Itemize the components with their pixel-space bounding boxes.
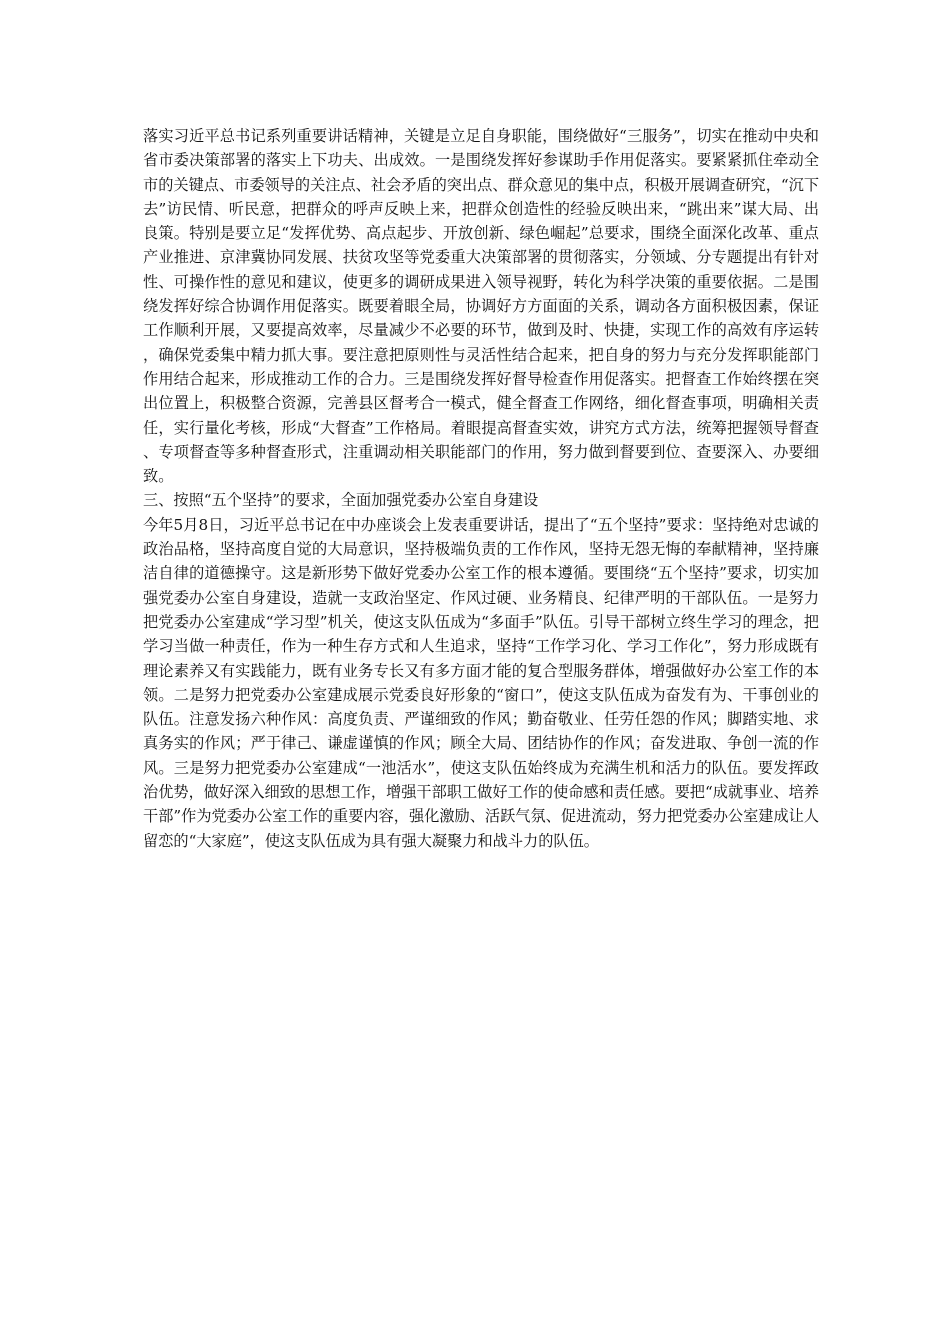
body-paragraph-1: 落实习近平总书记系列重要讲话精神，关键是立足自身职能，围绕做好“三服务”，切实在推动中央和省市委决策部署的落实上下功夫、出成效。一是围绕发挥好参谋助手作用促落实。要紧紧抓住牵动全市的关键点、市委领导的关注点、社会矛盾的突出点、群众意见的集中点，积极开展调查研究，“沉下去”访民情、听民意，把群众的呼声反映上来，把群众创造性的经验反映出来，“跳出来”谋大局、出良策。特别是要立足“发挥优势、高点起步、开放创新、绿色崛起”总要求，围绕全面深化改革、重点产业推进、京津冀协同发展、扶贫攻坚等党委重大决策部署的贯彻落实，分领域、分专题提出有针对性、可操作性的意见和建议，使更多的调研成果进入领导视野，转化为科学决策的重要依据。二是围绕发挥好综合协调作用促落实。既要着眼全局，协调好方方面面的关系，调动各方面积极因素，保证工作顺利开展，又要提高效率，尽量减少不必要的环节，做到及时、快捷，实现工作的高效有序运转，确保党委集中精力抓大事。要注意把原则性与灵活性结合起来，把自身的努力与充分发挥职能部门作用结合起来，形成推动工作的合力。三是围绕发挥好督导检查作用促落实。把督查工作始终摆在突出位置上，积极整合资源，完善县区督考合一模式，健全督查工作网络，细化督查事项，明确相关责任，实行量化考核，形成“大督查”工作格局。着眼提高督查实效，讲究方式方法，统筹把握领导督查、专项督查等多种督查形式，注重调动相关职能部门的作用，努力做到督要到位、查要深入、办要细致。	[143, 127, 820, 486]
document-body	[143, 124, 819, 853]
section-heading-3: 三、按照“五个坚持”的要求，全面加强党委办公室自身建设	[143, 491, 539, 510]
body-paragraph-2: 今年5月8日，习近平总书记在中办座谈会上发表重要讲话，提出了“五个坚持”要求：坚持绝对忠诚的政治品格，坚持高度自觉的大局意识，坚持极端负责的工作作风，坚持无怨无悔的奉献精神，坚持廉洁自律的道德操守。这是新形势下做好党委办公室工作的根本遵循。要围绕“五个坚持”要求，切实加强党委办公室自身建设，造就一支政治坚定、作风过硬、业务精良、纪律严明的干部队伍。一是努力把党委办公室建成“学习型”机关，使这支队伍成为“多面手”队伍。引导干部树立终生学习的理念，把学习当做一种责任，作为一种生存方式和人生追求，坚持“工作学习化、学习工作化”，努力形成既有理论素养又有实践能力，既有业务专长又有多方面才能的复合型服务群体，增强做好办公室工作的本领。二是努力把党委办公室建成展示党委良好形象的“窗口”，使这支队伍成为奋发有为、干事创业的队伍。注意发扬六种作风：高度负责、严谨细致的作风；勤奋敬业、任劳任怨的作风；脚踏实地、求真务实的作风；严于律己、谦虚谨慎的作风；顾全大局、团结协作的作风；奋发进取、争创一流的作风。三是努力把党委办公室建成“一池活水”，使这支队伍始终成为充满生机和活力的队伍。要发挥政治优势，做好深入细致的思想工作，增强干部职工做好工作的使命感和责任感。要把“成就事业、培养干部”作为党委办公室工作的重要内容，强化激励、活跃气氛、促进流动，努力把党委办公室建成让人留恋的“大家庭”，使这支队伍成为具有强大凝聚力和战斗力的队伍。	[143, 515, 820, 850]
